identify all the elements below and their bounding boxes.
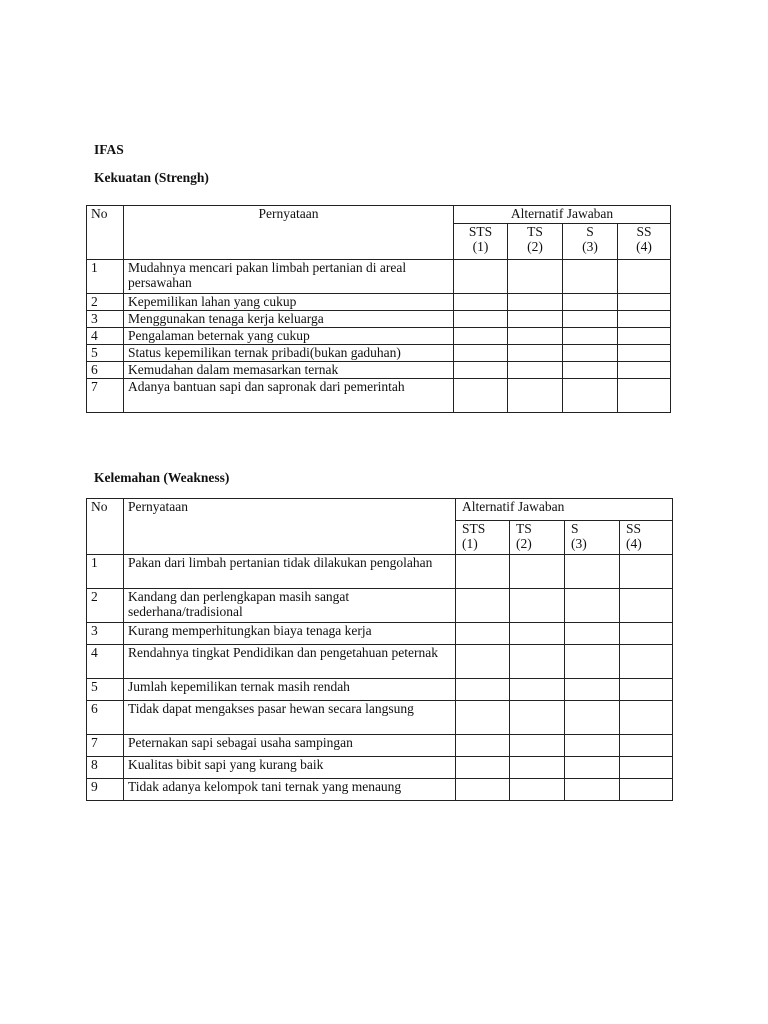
row-statement: Pengalaman beternak yang cukup [124,328,454,345]
row-no: 9 [87,779,124,801]
answer-cell-ss[interactable] [620,779,673,801]
answer-cell-sts[interactable] [454,362,508,379]
answer-cell-ss[interactable] [618,379,671,413]
answer-cell-ss[interactable] [618,328,671,345]
answer-cell-s[interactable] [565,679,620,701]
answer-cell-sts[interactable] [456,701,510,735]
answer-cell-ss[interactable] [620,735,673,757]
table-row [87,589,673,623]
table-row [87,260,671,294]
answer-cell-ts[interactable] [508,294,563,311]
answer-cell-ts[interactable] [508,362,563,379]
row-statement: Pakan dari limbah pertanian tidak dilakukan pengolahan [124,555,456,589]
answer-cell-ss[interactable] [620,589,673,623]
scale-ts: TS (2) [508,224,563,260]
answer-cell-s[interactable] [563,311,618,328]
row-statement: Kualitas bibit sapi yang kurang baik [124,757,456,779]
row-no: 5 [87,345,124,362]
row-statement: Tidak dapat mengakses pasar hewan secara langsung [124,701,456,735]
answer-cell-s[interactable] [563,260,618,294]
row-no: 4 [87,328,124,345]
answer-cell-ts[interactable] [508,311,563,328]
header-statement: Pernyataan [124,206,454,260]
answer-cell-sts[interactable] [456,623,510,645]
answer-cell-ss[interactable] [620,623,673,645]
answer-cell-sts[interactable] [456,679,510,701]
row-statement: Peternakan sapi sebagai usaha sampingan [124,735,456,757]
answer-cell-ss[interactable] [618,362,671,379]
row-no: 8 [87,757,124,779]
table-row [87,362,671,379]
row-no: 2 [87,294,124,311]
row-statement: Adanya bantuan sapi dan sapronak dari pemerintah [124,379,454,413]
weakness-heading: Kelemahan (Weakness) [94,470,230,485]
answer-cell-ss[interactable] [618,294,671,311]
table-row [87,555,673,589]
weakness-table [86,498,673,801]
answer-cell-sts[interactable] [454,379,508,413]
answer-cell-sts[interactable] [456,589,510,623]
row-statement: Jumlah kepemilikan ternak masih rendah [124,679,456,701]
table-row [87,294,671,311]
row-no: 1 [87,555,124,589]
table-row [87,735,673,757]
row-no: 6 [87,362,124,379]
scale-sts: STS (1) [454,224,508,260]
row-no: 6 [87,701,124,735]
header-no: No [87,206,124,260]
row-no: 7 [87,735,124,757]
answer-cell-ss[interactable] [620,645,673,679]
table-row [87,701,673,735]
row-statement: Status kepemilikan ternak pribadi(bukan gaduhan) [124,345,454,362]
scale-ss: SS (4) [620,521,673,555]
table-row [87,779,673,801]
answer-cell-s[interactable] [565,757,620,779]
answer-cell-ss[interactable] [618,260,671,294]
answer-cell-sts[interactable] [454,311,508,328]
table-row [87,757,673,779]
answer-cell-s[interactable] [563,379,618,413]
table-row [87,645,673,679]
answer-cell-ts[interactable] [508,345,563,362]
answer-cell-ss[interactable] [618,345,671,362]
answer-cell-ss[interactable] [620,757,673,779]
answer-cell-s[interactable] [565,701,620,735]
row-no: 7 [87,379,124,413]
row-statement: Kurang memperhitungkan biaya tenaga kerja [124,623,456,645]
answer-cell-ss[interactable] [620,555,673,589]
answer-cell-ss[interactable] [620,679,673,701]
answer-cell-sts[interactable] [456,555,510,589]
answer-cell-s[interactable] [565,779,620,801]
answer-cell-ss[interactable] [618,311,671,328]
answer-cell-ts[interactable] [510,735,565,757]
header-no: No [87,499,124,555]
header-statement: Pernyataan [124,499,456,555]
table-row [87,345,671,362]
answer-cell-s[interactable] [563,362,618,379]
answer-cell-ts[interactable] [510,645,565,679]
answer-cell-s[interactable] [563,294,618,311]
answer-cell-sts[interactable] [454,345,508,362]
answer-cell-ts[interactable] [510,555,565,589]
answer-cell-ts[interactable] [508,379,563,413]
scale-s: S (3) [565,521,620,555]
answer-cell-sts[interactable] [456,757,510,779]
answer-cell-sts[interactable] [454,260,508,294]
row-statement: Kepemilikan lahan yang cukup [124,294,454,311]
scale-ts: TS (2) [510,521,565,555]
row-statement: Rendahnya tingkat Pendidikan dan pengetahuan peternak [124,645,456,679]
table-row [87,311,671,328]
row-no: 3 [87,623,124,645]
row-statement: Kemudahan dalam memasarkan ternak [124,362,454,379]
row-no: 5 [87,679,124,701]
answer-cell-s[interactable] [563,328,618,345]
answer-cell-ts[interactable] [510,589,565,623]
answer-cell-ss[interactable] [620,701,673,735]
table-row [87,328,671,345]
answer-cell-ts[interactable] [510,779,565,801]
row-no: 1 [87,260,124,294]
header-alternatives: Alternatif Jawaban [456,499,673,521]
answer-cell-s[interactable] [565,623,620,645]
row-no: 4 [87,645,124,679]
answer-cell-ts[interactable] [510,701,565,735]
row-statement: Kandang dan perlengkapan masih sangat sederhana/tradisional [124,589,456,623]
answer-cell-s[interactable] [565,645,620,679]
answer-cell-sts[interactable] [456,735,510,757]
answer-cell-s[interactable] [563,345,618,362]
answer-cell-ts[interactable] [510,623,565,645]
strength-heading: Kekuatan (Strengh) [94,170,209,185]
answer-cell-sts[interactable] [456,779,510,801]
row-no: 3 [87,311,124,328]
answer-cell-sts[interactable] [456,645,510,679]
row-no: 2 [87,589,124,623]
document-title: IFAS [94,142,124,157]
answer-cell-s[interactable] [565,555,620,589]
row-statement: Menggunakan tenaga kerja keluarga [124,311,454,328]
answer-cell-ts[interactable] [508,260,563,294]
table-row [87,379,671,413]
answer-cell-ts[interactable] [510,679,565,701]
answer-cell-ts[interactable] [508,328,563,345]
answer-cell-ts[interactable] [510,757,565,779]
table-row [87,679,673,701]
table-row [87,623,673,645]
answer-cell-s[interactable] [565,589,620,623]
row-statement: Tidak adanya kelompok tani ternak yang menaung [124,779,456,801]
scale-s: S (3) [563,224,618,260]
scale-ss: SS (4) [618,224,671,260]
answer-cell-s[interactable] [565,735,620,757]
answer-cell-sts[interactable] [454,328,508,345]
strength-table [86,205,671,413]
answer-cell-sts[interactable] [454,294,508,311]
row-statement: Mudahnya mencari pakan limbah pertanian di areal persawahan [124,260,454,294]
header-alternatives: Alternatif Jawaban [454,206,671,224]
scale-sts: STS (1) [456,521,510,555]
